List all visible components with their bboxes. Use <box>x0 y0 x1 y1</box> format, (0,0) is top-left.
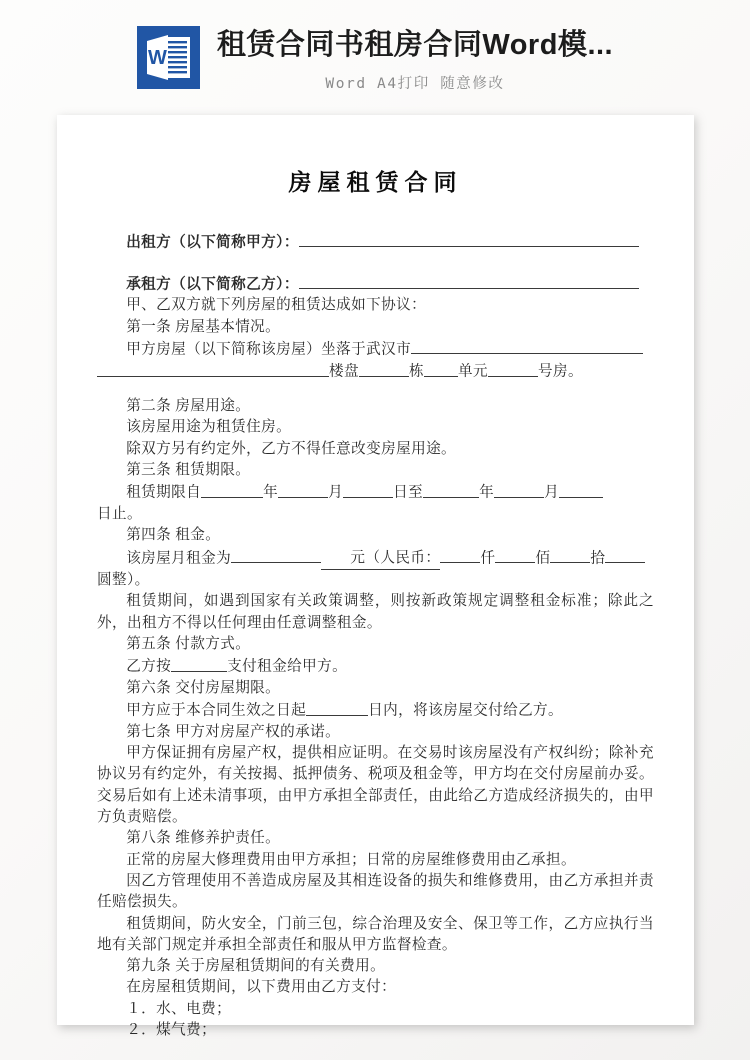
clause-1-text-3: 栋 <box>409 363 424 380</box>
clause-4-blank-rent <box>231 547 321 563</box>
clause-2-heading: 第二条 房屋用途。 <box>126 398 251 415</box>
document-title: 房屋租赁合同 <box>288 170 463 195</box>
clause-1-text-1: 甲方房屋（以下简称该房屋）坐落于武汉市 <box>126 341 412 358</box>
clause-5-line-1 <box>97 655 654 678</box>
document-page <box>57 115 694 1039</box>
clause-7-line-1: 甲方保证拥有房屋产权，提供相应证明。在交易时该房屋没有产权纠纷；除补充协议另有约定外，有关按揭、抵押债务、税项及租金等，甲方均在交付房屋前办妥。交易后如有上述未清事项，由甲方承担全部责任，由此给乙方造成经济损失的，由甲方负责赔偿。 <box>97 745 654 826</box>
clause-3-blank-end-month <box>494 481 544 497</box>
clause-4-line-1 <box>97 547 654 571</box>
clause-5-blank-method <box>171 655 227 671</box>
clause-5-heading: 第五条 付款方式。 <box>126 636 251 653</box>
clause-6-line-1 <box>97 699 654 722</box>
header-title: 租赁合同书租房合同Word模... <box>216 29 614 61</box>
clause-2-line-1: 该房屋用途为租赁住房。 <box>126 419 292 436</box>
clause-1-line-2 <box>97 360 654 383</box>
clause-1-text-5: 号房。 <box>538 363 583 380</box>
clause-8-line-3: 租赁期间，防火安全，门前三包，综合治理及安全、保卫等工作，乙方应执行当地有关部门规定并承担全部责任和服从甲方监督检查。 <box>97 915 654 953</box>
clause-3-text-3: 月 <box>328 484 344 501</box>
clause-3-heading: 第三条 租赁期限。 <box>126 461 251 478</box>
clause-4-heading: 第四条 租金。 <box>126 527 221 544</box>
clause-1-blank-room <box>488 360 538 376</box>
clause-9-heading: 第九条 关于房屋租赁期间的有关费用。 <box>126 958 386 975</box>
clause-6-blank-days <box>306 699 368 715</box>
clause-8-heading: 第八条 维修养护责任。 <box>126 830 281 847</box>
lessor-line <box>97 231 654 254</box>
clause-5-text-1: 乙方按 <box>126 658 172 675</box>
clause-1-text-2: 楼盘 <box>329 363 359 380</box>
clause-4-line-2: 圆整）。 <box>97 572 150 589</box>
page-header <box>0 0 750 115</box>
clause-3-text-5: 年 <box>479 484 495 501</box>
lessee-label: 承租方（以下简称乙方）： <box>126 275 299 292</box>
clause-1-heading: 第一条 房屋基本情况。 <box>126 318 281 335</box>
clause-4-blank-ten <box>550 547 590 563</box>
header-subtitle: Word A4打印 随意修改 <box>325 76 505 92</box>
clause-7-heading: 第七条 甲方对房屋产权的承诺。 <box>126 723 341 740</box>
header-inner <box>137 24 613 93</box>
clause-4-text-2: 元（人民币： <box>321 548 440 570</box>
clause-3-text-2: 年 <box>263 484 279 501</box>
clause-1-blank-address <box>411 338 643 354</box>
clause-9-item-1: １．水、电费； <box>126 1000 232 1017</box>
clause-6-text-1: 甲方应于本合同生效之日起 <box>126 702 307 719</box>
clause-3-blank-end-day <box>559 481 603 497</box>
clause-4-blank-hundred <box>495 547 535 563</box>
word-document-icon <box>137 26 200 89</box>
clause-6-text-2: 日内，将该房屋交付给乙方。 <box>368 702 564 719</box>
lessee-line <box>97 273 654 296</box>
clause-4-text-4: 佰 <box>535 549 551 566</box>
header-text-block <box>217 24 613 93</box>
clause-3-text-4: 日至 <box>393 484 424 501</box>
clause-4-blank-thousand <box>440 547 480 563</box>
clause-3-text-1: 租赁期限自 <box>126 484 202 501</box>
clause-3-text-6: 月 <box>544 484 560 501</box>
clause-1-blank-address-cont <box>97 360 329 376</box>
clause-8-line-2: 因乙方管理使用不善造成房屋及其相连设备的损失和维修费用，由乙方承担并责任赔偿损失。 <box>97 872 654 911</box>
svg-text:W: W <box>147 47 167 69</box>
clause-3-blank-end-year <box>423 481 479 497</box>
clause-9-line-1: 在房屋租赁期间，以下费用由乙方支付： <box>126 979 397 996</box>
clause-3-line-2: 日止。 <box>97 505 142 522</box>
clause-1-line-1 <box>97 338 654 361</box>
lessee-blank <box>299 273 639 289</box>
clause-8-line-1: 正常的房屋大修理费用由甲方承担；日常的房屋维修费用由乙承担。 <box>126 851 577 868</box>
clause-9-item-2: ２．煤气费； <box>126 1022 217 1039</box>
clause-4-text-5: 拾 <box>590 549 606 566</box>
clause-3-blank-start-year <box>201 481 263 497</box>
clause-3-line-1 <box>97 481 654 504</box>
clause-3-blank-start-day <box>343 481 393 497</box>
clause-4-text-1: 该房屋月租金为 <box>126 549 232 566</box>
lessor-label: 出租方（以下简称甲方）： <box>126 234 299 251</box>
preamble-line: 甲、乙双方就下列房屋的租赁达成如下协议： <box>126 297 427 314</box>
clause-1-blank-unit <box>424 360 458 376</box>
clause-2-line-2: 除双方另有约定外，乙方不得任意改变房屋用途。 <box>126 440 457 457</box>
clause-3-blank-start-month <box>278 481 328 497</box>
lessor-blank <box>299 231 639 247</box>
clause-4-text-3: 仟 <box>480 549 496 566</box>
clause-1-text-4: 单元 <box>458 363 488 380</box>
clause-4-line-3: 租赁期间，如遇到国家有关政策调整，则按新政策规定调整租金标准；除此之外，出租方不得以任何理由任意调整租金。 <box>97 593 654 631</box>
clause-6-heading: 第六条 交付房屋期限。 <box>126 679 281 696</box>
clause-5-text-2: 支付租金给甲方。 <box>227 658 348 675</box>
document-body <box>97 231 654 1041</box>
clause-1-blank-building <box>359 360 409 376</box>
clause-4-blank-yuan <box>605 547 645 563</box>
